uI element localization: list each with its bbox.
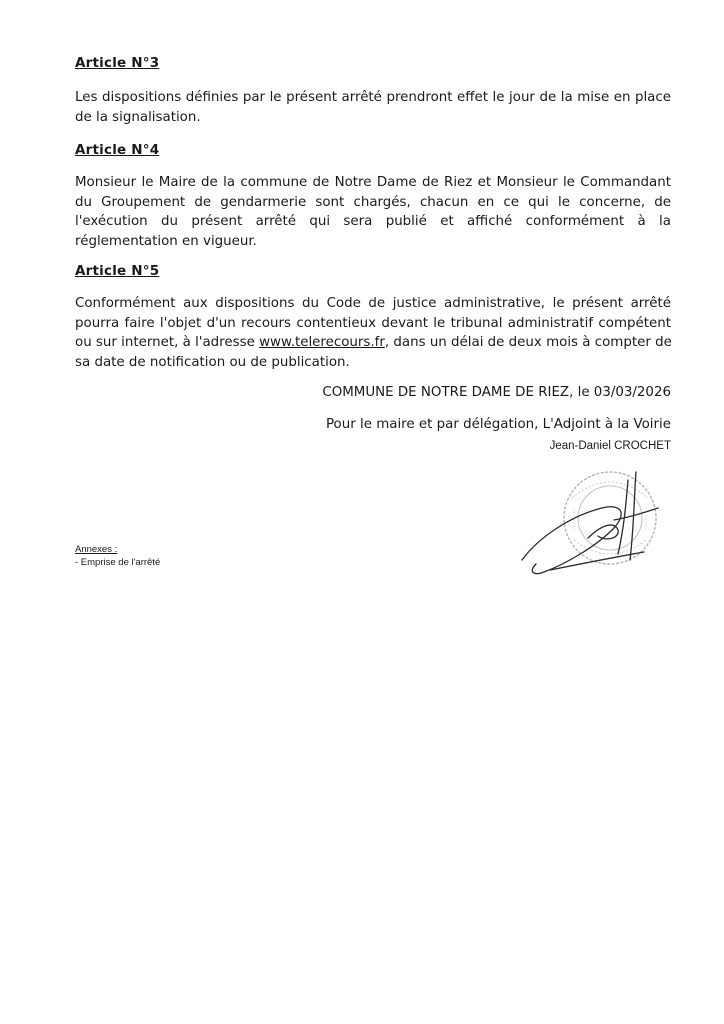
- handwritten-signature: [522, 472, 658, 574]
- article-4-line-4: réglementation en vigueur.: [75, 233, 257, 249]
- place-date: COMMUNE DE NOTRE DAME DE RIEZ, le 03/03/2026: [322, 385, 671, 400]
- article-3-line-2: de la signalisation.: [75, 109, 201, 125]
- article-4-line-2: du Groupement de gendarmerie sont chargés, chacun en ce qui le concerne, de: [75, 194, 671, 210]
- article-5-line-1: Conformément aux dispositions du Code de justice administrative, le présent arrêté: [75, 296, 671, 311]
- article-5-line-4: sa date de notification ou de publication.: [75, 354, 350, 370]
- telerecours-link[interactable]: www.telerecours.fr: [259, 335, 385, 350]
- article-4-body: [75, 173, 671, 251]
- article-3-heading: Article N°3: [75, 55, 160, 71]
- annexes-item: - Emprise de l'arrêté: [75, 557, 161, 568]
- article-5-line-3-before: ou sur internet, à l'adresse: [75, 335, 260, 350]
- article-3-body: [75, 88, 671, 127]
- mayor-stamp: [564, 472, 656, 564]
- article-5-heading: Article N°5: [75, 263, 160, 279]
- delegation-line: Pour le maire et par délégation, L'Adjoint à la Voirie: [325, 417, 671, 432]
- article-5-line-2: pourra faire l'objet d'un recours contentieux devant le tribunal administratif compétent: [75, 315, 671, 331]
- article-4-heading: Article N°4: [75, 142, 160, 158]
- article-3-line-1: Les dispositions définies par le présent arrêté prendront effet le jour de la mise en place: [75, 90, 671, 105]
- article-5-line-3-after: , dans un délai de deux mois à compter de: [384, 335, 672, 350]
- stamp-and-signature: [510, 468, 675, 580]
- signer-name: Jean-Daniel CROCHET: [549, 440, 671, 452]
- article-5-line-3: [75, 333, 671, 353]
- article-4-line-3: l'exécution du présent arrêté qui sera publié et affiché conformément à la: [75, 214, 671, 229]
- article-4-line-1: Monsieur le Maire de la commune de Notre Dame de Riez et Monsieur le Commandant: [75, 175, 671, 190]
- article-5-body: [75, 294, 671, 372]
- annexes-label: Annexes :: [75, 544, 118, 555]
